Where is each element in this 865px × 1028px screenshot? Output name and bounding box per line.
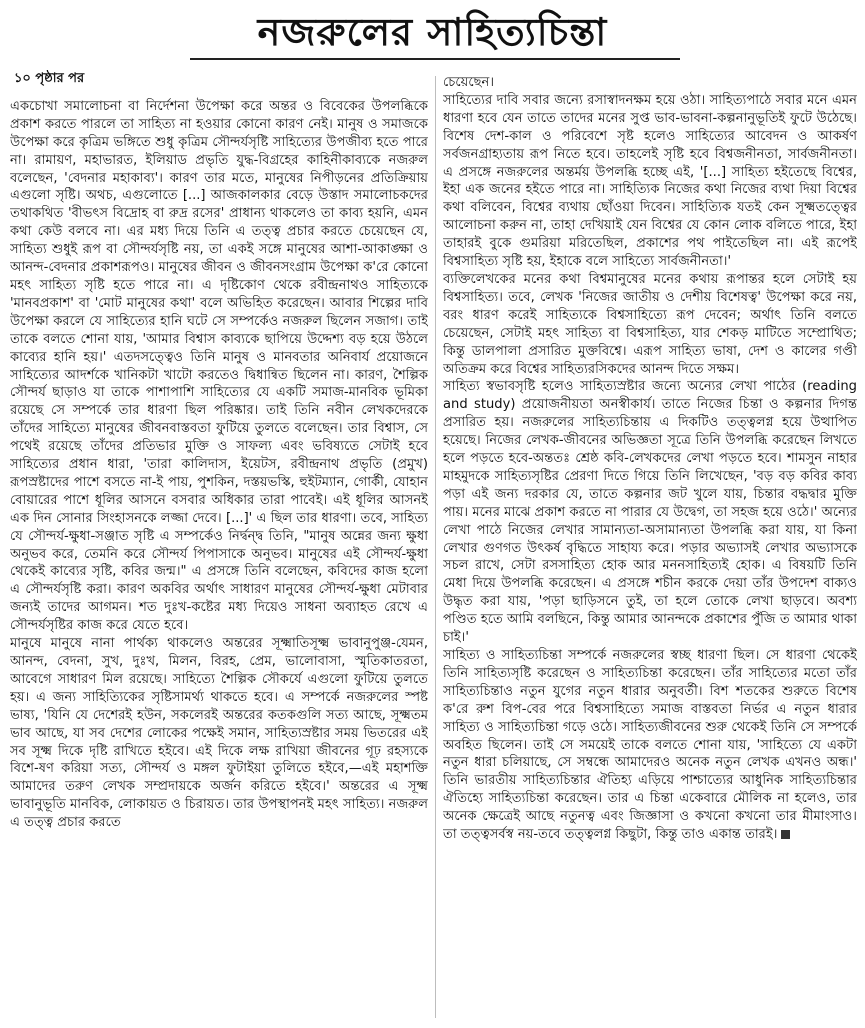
paragraph: সাহিত্যের দাবি সবার জন্যে রসাস্বাদনক্ষম হয়ে ওঠা। সাহিত্যপাঠে সবার মনে এমন ধারণা হবে যেন তাতে তাদের মনের সুপ্ত ভাব-ভাবনা-কল্পনানুভূতিই ফুটে উঠেছে। বিশেষ দেশ-কাল ও পরিবেশে সৃষ্ট হলেও সাহিত্যের আবেদন ও আকর্ষণ সর্বজনগ্রাহ্যতায় রূপ নিতে হবে। তাহলেই সৃষ্টি হবে বিশ্বজনীনতা, সার্বজনীনতা। এ প্রসঙ্গে নজরুলের অন্তর্ময় উপলব্ধি হচ্ছে এই, '[...] সাহিত্য হইতেছে বিশ্বের, ইহা এক জনের হইতে পারে না। সাহিত্যিক নিজের কথা নিজের ব্যথা দিয়া বিশ্বের কথা বলিবেন, বিশ্বের ব্যথায় ছোঁওয়া দিবেন। সাহিত্যিক যতই কেন সূক্ষ্মতত্ত্বের আলোচনা করুন না, তাহা দেখিয়াই যেন বিশ্বের যে কোন লোক বলিতে পারে, ইহা তাহারই বুকে গুমরিয়া মরিতেছিল, প্রকাশের পথ পাইতেছিল না। এই রূপেই বিশ্বসাহিত্য সৃষ্টি হয়, ইহাকে বলে সাহিত্যে সার্বজনীনতা।'	[443, 92, 857, 270]
left-column	[10, 70, 428, 1022]
paragraph: চেয়েছেন।	[443, 75, 495, 90]
paragraph: ব্যক্তিলেখকের মনের কথা বিশ্বমানুষের মনের কথায় রূপান্তর হলে সেটাই হয় বিশ্বসাহিত্য। তবে, লেখক 'নিজের জাতীয় ও দেশীয় বিশেষত্ব' উপেক্ষা করে নয়, বরং ধারণ করেই সাহিত্যকে বিশ্বসাহিত্যে রূপ দেবেন; অর্থাৎ তিনি বলতে চেয়েছেন, সেটাই মহৎ সাহিত্য বা বিশ্বসাহিত্য, যার শেকড় মাটিতে সম্প্রোথিত; কিন্তু ডালপালা প্রসারিত মুক্তবিশ্বে। এরূপ সাহিত্য ভাষা, দেশ ও কালের গণ্ডী অতিক্রম করে বিশ্বের সাহিত্যরসিকদের আনন্দ দিতে সক্ষম।	[443, 271, 857, 377]
paragraph: মানুষে মানুষে নানা পার্থক্য থাকলেও অন্তরের সূক্ষ্মাতিসূক্ষ্ম ভাবানুপুঞ্জ-যেমন, আনন্দ, বেদনা, সুখ, দুঃখ, মিলন, বিরহ, প্রেম, ভালোবাসা, স্মৃতিকাতরতা, আবেগে সাধারণ মিল রয়েছে। সাহিত্যে শৈল্পিক সৌকর্যে এগুলো ফুটিয়ে তুলতে হয়। এ জন্য সাহিত্যিকের সৃষ্টিসামর্থ্য থাকতে হবে। এ সম্পর্কে নজরুলের স্পষ্ট ভাষ্য, 'যিনি যে দেশেরই হউন, সকলেরই অন্তরের কতকগুলি সত্য আছে, সূক্ষ্মতম ভাব আছে, যা সব দেশের লোকের পক্ষেই সমান, সাহিত্যস্রষ্টার সময় ভিতরের এই সব সূক্ষ্ম দিকে দৃষ্টি রাখিতে হইবে। এই দিকে লক্ষ রাখিয়া জীবনের গূঢ় রহস্যকে বিশে-ষণ করিয়া সত্য, সৌন্দর্য ও মঙ্গল ফুটাইয়া তুলিতে হইবে,—এই মহাশক্তি আমাদের তরুণ লেখক সম্প্রদায়কে অর্জন করিতে হইবে।' অন্তরের এ সূক্ষ্ম ভাবানুভূতি মানবিক, লোকায়ত ও চিরায়ত। তার উপস্থাপনই মহৎ সাহিত্য। নজরুল এ তত্ত্ব প্রচার করতে	[10, 636, 428, 831]
paragraph: একচোখা সমালোচনা বা নির্দেশনা উপেক্ষা করে অন্তর ও বিবেকের উপলব্ধিকে প্রকাশ করতে পারলে তা সাহিত্য না হওয়ার কোনো কারণ নেই। মানুষ ও সমাজকে উপেক্ষা করে কৃত্রিম ভঙ্গিতে শুধু কৃত্রিম সৌন্দর্যসৃষ্টি সাহিত্যের উপজীব্য হতে পারে না। রামায়ণ, মহাভারত, ইলিয়াড প্রভৃতি যুদ্ধ-বিগ্রহের কাহিনীকাব্যকে নজরুল বলেছেন, 'বেদনার মহাকাব্য'। কারণ তার মতে, মানুষের নিপীড়নের প্রতিক্রিয়ায় এগুলো সৃষ্টি। অথচ, এগুলোতে [...] আজকালকার বেড়ে উস্তাদ সমালোচকদের তথাকথিত 'বীভৎস বিদ্রোহ বা রুদ্র রসের' প্রাধান্য থাকলেও তা কাব্য হয়নি, এমন কথা কেউ বলবে না। এর মধ্য দিয়ে তিনি এ তত্ত্ব প্রচার করতে চেয়েছেন যে, সাহিত্য শুধুই রূপ বা সৌন্দর্যসৃষ্টি নয়, তা একই সঙ্গে মানুষের আশা-আকাঙ্ক্ষা ও আনন্দ-বেদনার প্রকাশরূপও। মানুষের জীবন ও জীবনসংগ্রাম উপেক্ষা ক'রে কোনো মহৎ সাহিত্য সৃষ্টি হতে পারে না। এ দৃষ্টিকোণ থেকে রবীন্দ্রনাথও সাহিত্যকে 'মানবপ্রকাশ' বা 'মোট মানুষের কথা' বলে অভিহিত করেছেন। আবার শিল্পের দাবি উপেক্ষা করলে যে সাহিত্যের হানি ঘটে সে সম্পর্কেও নজরুল ছিলেন সজাগ। তাই তাকে বলতে শোনা যায়, 'আমার বিশ্বাস কাব্যকে ছাপিয়ে উদ্দেশ্য বড় হয়ে উঠলে কাব্যের হানি হয়।' এতদসত্ত্বেও তিনি মানুষ ও মানবতার অনিবার্য প্রয়োজনে সাহিত্যের আদর্শকে খানিকটা খাটো করতেও দ্বিধান্বিত ছিলেন না। কারণ, শৈল্পিক সৌন্দর্য ছাড়াও যা তাকে পাশাপাশি সাহিত্যের যে একটি সমাজ-মানবিক ভূমিকা রয়েছে সে সম্পর্কে তার ধারণা ছিল পরিষ্কার। তাই তিনি নবীন লেখকদেরকে তাঁদের সাহিত্যে মানুষের জীবনবাস্তবতা ফুটিয়ে তুলতে বলেছেন। তার বিশ্বাস, সে পথেই রয়েছে তাঁদের প্রতিভার মুক্তি ও সাফল্য এবং ভবিষ্যতে সেটাই হবে সাহিত্যের প্রধান ধারা, 'তারা কালিদাস, ইয়েটস, রবীন্দ্রনাথ প্রভৃতি (প্রমুখ) রূপস্রষ্টাদের পাশে বসতে না-ই পায়, পুশকিন, দস্তয়ভস্কি, হুইটম্যান, গোর্কী, যোহান বোয়ারের পাশে ধূলির আসনে বসবার অধিকার তারা পাবেই। এই ধূলির আসনই এক দিন সোনার সিংহাসনকে লজ্জা দেবে। [...]' এ ছিল তার ধারণা। তবে, সাহিত্য যে সৌন্দর্য-ক্ষুধা-সঞ্জাত সৃষ্টি এ সম্পর্কেও নির্দ্বন্দ্ব তিনি, "মানুষ অন্নের জন্য ক্ষুধা অনুভব করে, তেমনি করে সৌন্দর্য পিপাসাকে অনুভব। মানুষের এই সৌন্দর্য-ক্ষুধা থেকেই কাব্যের সৃষ্টি, কবির জন্ম।" এ প্রসঙ্গে তিনি বলেছেন, কবিদের কাজ হলো এ সৌন্দর্যসৃষ্টি করা। কারণ অকবির অর্থাৎ সাধারণ মানুষের সৌন্দর্য-ক্ষুধা মেটাবার জন্যই তাদের আগমন। শত দুঃখ-কষ্টের মধ্য দিয়েও সাধনা অব্যাহত রেখে এ সৌন্দর্যসৃষ্টির কাজ করে যেতে হবে।	[10, 98, 428, 634]
page-title: নজরুলের সাহিত্যচিন্তা	[257, 10, 608, 54]
paragraph: সাহিত্য স্বভাবসৃষ্টি হলেও সাহিত্যস্রষ্টার জন্যে অন্যের লেখা পাঠের (reading and study) প্রয়োজনীয়তা অনস্বীকার্য। তাতে নিজের চিন্তা ও কল্পনার দিগন্ত প্রসারিত হয়। নজরুলের সাহিত্যচিন্তায় এ দিকটিও তত্ত্বলগ্ন হয়ে উত্থাপিত হয়েছে। নিজের লেখক-জীবনের অভিজ্ঞতা সূত্রে তিনি উপলব্ধি করেছেন লিখতে হলে পড়তে হবে-অন্ততঃ শ্রেষ্ঠ কবি-লেখকদের লেখা পড়তে হবে। শামসুন নাহার মাহমুদকে সাহিত্যসৃষ্টির প্রেরণা দিতে গিয়ে তিনি লিখেছেন, 'বড় বড় কবির কাব্য পড়া এই জন্য দরকার যে, তাতে কল্পনার জট খুলে যায়, চিন্তার বদ্ধদ্বার মুক্তি পায়। মনের মাঝে প্রকাশ করতে না পারার যে উদ্বেগ, তা সহজ হয়ে ওঠে।' অন্যের লেখা পাঠে নিজের লেখার সামান্যতা-অসামান্যতা উপলব্ধি করা যায়, যা কিনা লেখার গুণগত উৎকর্ষ বৃদ্ধিতে সাহায্য করে। পড়ার অভ্যাসই লেখার অভ্যাসকে সচল রাখে, সেটা রসসাহিত্য হোক আর মননসাহিত্যই হোক। এ বিষয়টি তিনি মেধা দিয়ে উপলব্ধি করেছেন। এ প্রসঙ্গে শচীন করকে দেয়া তাঁর উপদেশ বাক্যও উদ্ধৃত করা যায়, 'পড়া ছাড়িসনে তুই, তা হলে তোকে লেখা ছাড়বে। অবশ্য পণ্ডিত হতে আমি বলছিনে, কিন্তু আমার আনন্দকে প্রকাশের পুঁজি ত আমার থাকা চাই।'	[443, 379, 857, 646]
continued-from-label: ১০ পৃষ্ঠার পর	[14, 71, 85, 86]
title-underline	[190, 58, 680, 60]
paragraph-text: সাহিত্য ও সাহিত্যচিন্তা সম্পর্কে নজরুলের স্বচ্ছ ধারণা ছিল। সে ধারণা থেকেই তিনি সাহিত্যসৃষ্টি করেছেন ও সাহিত্যচিন্তা করেছেন। তাঁর সাহিত্যের মতো তাঁর সাহিত্যচিন্তাও নতুন যুগের নতুন ধারার অনুবর্তী। বিশ শতকের শুরুতে বিশেষ ক'রে রুশ বিপ-বের পরে বিশ্বসাহিত্যে সমাজ বাস্তবতা নির্ভর এ নতুন ধারার সাহিত্য ও সাহিত্যচিন্তা গড়ে ওঠে। সাহিত্যজীবনের শুরু থেকেই তিনি সে সম্পর্কে অবহিত ছিলেন। তাই সে সময়েই তাকে বলতে শোনা যায়, 'সাহিত্যে যে একটা নতুন ধারা চলিয়াছে, সে সম্বন্ধে আমাদেরও অনেক নতুন লেখক এখনও অন্ধ।' তিনি ভারতীয় সাহিত্যচিন্তার ঐতিহ্য এড়িয়ে পাশ্চাত্যের আধুনিক সাহিত্যচিন্তার ঐতিহ্যে সাহিত্যচিন্তা করেছেন। তার এ চিন্তা একেবারে মৌলিক না হলেও, তার অনেক ক্ষেত্রেই আছে নতুনত্ব এবং জিজ্ঞাসা ও কখনো কখনো তার মীমাংসাও। তা তত্ত্বসর্বস্ব নয়-তবে তত্ত্বলগ্ন কিছুটা, কিন্তু তাও একান্ত তারই।	[443, 648, 857, 843]
end-of-article-icon	[781, 830, 790, 839]
column-divider	[435, 76, 436, 1018]
last-paragraph	[443, 647, 857, 844]
right-column	[443, 74, 857, 1022]
